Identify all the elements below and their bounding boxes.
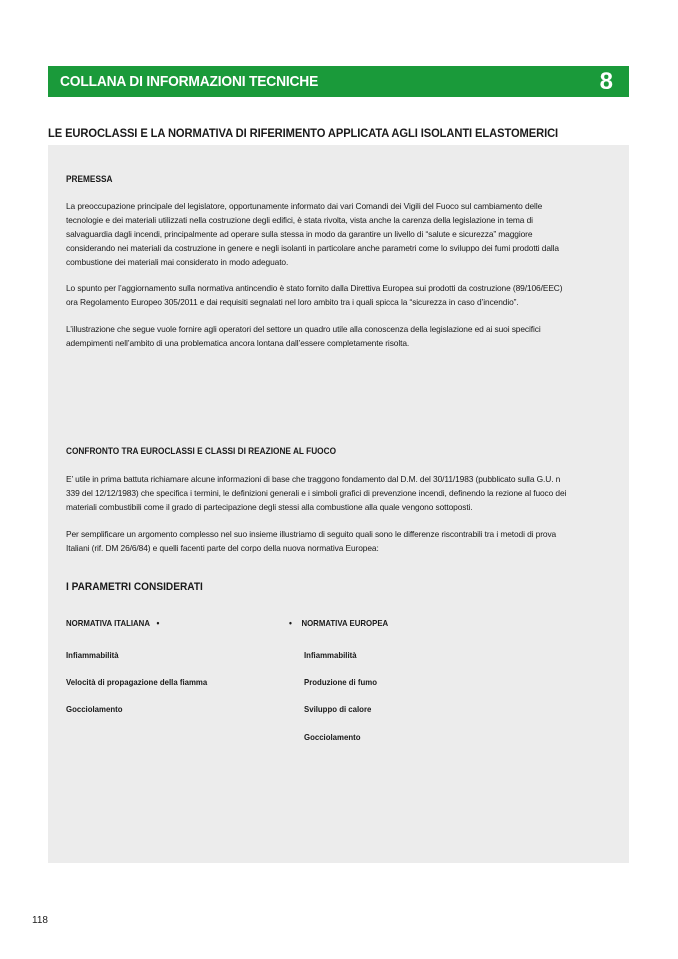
- premessa-paragraph-1: [66, 199, 626, 269]
- normativa-europea-label: NORMATIVA EUROPEA: [301, 618, 389, 628]
- parametri-heading: I PARAMETRI CONSIDERATI: [66, 581, 203, 593]
- europea-param-item: Gocciolamento: [304, 732, 361, 742]
- premessa-heading: PREMESSA: [66, 174, 113, 184]
- premessa-paragraph-2: [66, 281, 626, 309]
- text-line: combustione dei materiali mai considerato in modo adeguato.: [66, 257, 289, 267]
- series-header-bar: [48, 66, 629, 97]
- europea-param-item: Produzione di fumo: [304, 677, 377, 687]
- text-line: tecnologie e dei materiali utilizzati nella costruzione degli edifici, è stata rivolta, vista anche la carenza della legislazione in tema di: [66, 215, 533, 225]
- chapter-number: 8: [599, 68, 613, 95]
- italiana-param-item: Infiammabilità: [66, 650, 119, 660]
- text-line: 339 del 12/12/1983) che specifica i termini, le definizioni generali e i simboli grafici di prevenzione incendi, definendo la rezione al fuoco dei: [66, 488, 567, 498]
- italiana-param-item: Velocità di propagazione della fiamma: [66, 677, 208, 687]
- confronto-heading: CONFRONTO TRA EUROCLASSI E CLASSI DI REAZIONE AL FUOCO: [66, 446, 337, 456]
- europea-param-item: Sviluppo di calore: [304, 704, 372, 714]
- normativa-europea-header: [289, 618, 388, 628]
- premessa-paragraph-3: [66, 322, 626, 350]
- text-line: Per semplificare un argomento complesso nel suo insieme illustriamo di seguito quali sono le differenze riscontrabili tra i metodi di prova: [66, 529, 557, 539]
- text-line: considerando nei materiali da costruzione in genere e negli isolanti in particolare anche parametri come lo sviluppo dei fumi prodotti dalla: [66, 243, 559, 253]
- bullet-icon: •: [289, 618, 292, 628]
- europea-param-item: Infiammabilità: [304, 650, 357, 660]
- normativa-italiana-label: NORMATIVA ITALIANA: [66, 618, 150, 628]
- page-number: 118: [32, 915, 48, 926]
- series-title: COLLANA DI INFORMAZIONI TECNICHE: [60, 73, 319, 90]
- italiana-param-item: Gocciolamento: [66, 704, 123, 714]
- text-line: Italiani (rif. DM 26/6/84) e quelli facenti parte del corpo della nuova normativa Europea:: [66, 543, 379, 553]
- text-line: adempimenti nell’ambito di una problematica ancora lontana dall’essere completamente risolta.: [66, 338, 410, 348]
- normativa-italiana-header: [66, 618, 159, 628]
- document-title: LE EUROCLASSI E LA NORMATIVA DI RIFERIMENTO APPLICATA AGLI ISOLANTI ELASTOMERICI: [48, 126, 559, 140]
- text-line: L’illustrazione che segue vuole fornire agli operatori del settore un quadro utile alla conoscenza della legislazione ed ai suoi specifici: [66, 324, 541, 334]
- text-line: La preoccupazione principale del legislatore, opportunamente informato dai vari Comandi dei Vigili del Fuoco sul cambiamento delle: [66, 201, 543, 211]
- text-line: ora Regolamento Europeo 305/2011 e dai requisiti segnalati nel loro ambito tra i quali spicca la “sicurezza in caso d’incendio”.: [66, 297, 519, 307]
- text-line: Lo spunto per l’aggiornamento sulla normativa antincendio è stato fornito dalla Direttiva Europea sui prodotti da costruzione (89/106/EEC): [66, 283, 563, 293]
- confronto-paragraph-2: [66, 527, 626, 555]
- text-line: salvaguardia dagli incendi, principalmente ad operare sulla stessa in modo da garantire un livello di “salute e sicurezza” maggiore: [66, 229, 533, 239]
- text-line: E’ utile in prima battuta richiamare alcune informazioni di base che traggono fondamento dal D.M. del 30/11/1983 (pubblicato sulla G.U. n: [66, 474, 561, 484]
- bullet-icon: •: [156, 618, 160, 628]
- text-line: materiali combustibili come il grado di partecipazione degli stessi alla combustione alla quale vengono sottoposti.: [66, 502, 473, 512]
- confronto-paragraph-1: [66, 472, 626, 514]
